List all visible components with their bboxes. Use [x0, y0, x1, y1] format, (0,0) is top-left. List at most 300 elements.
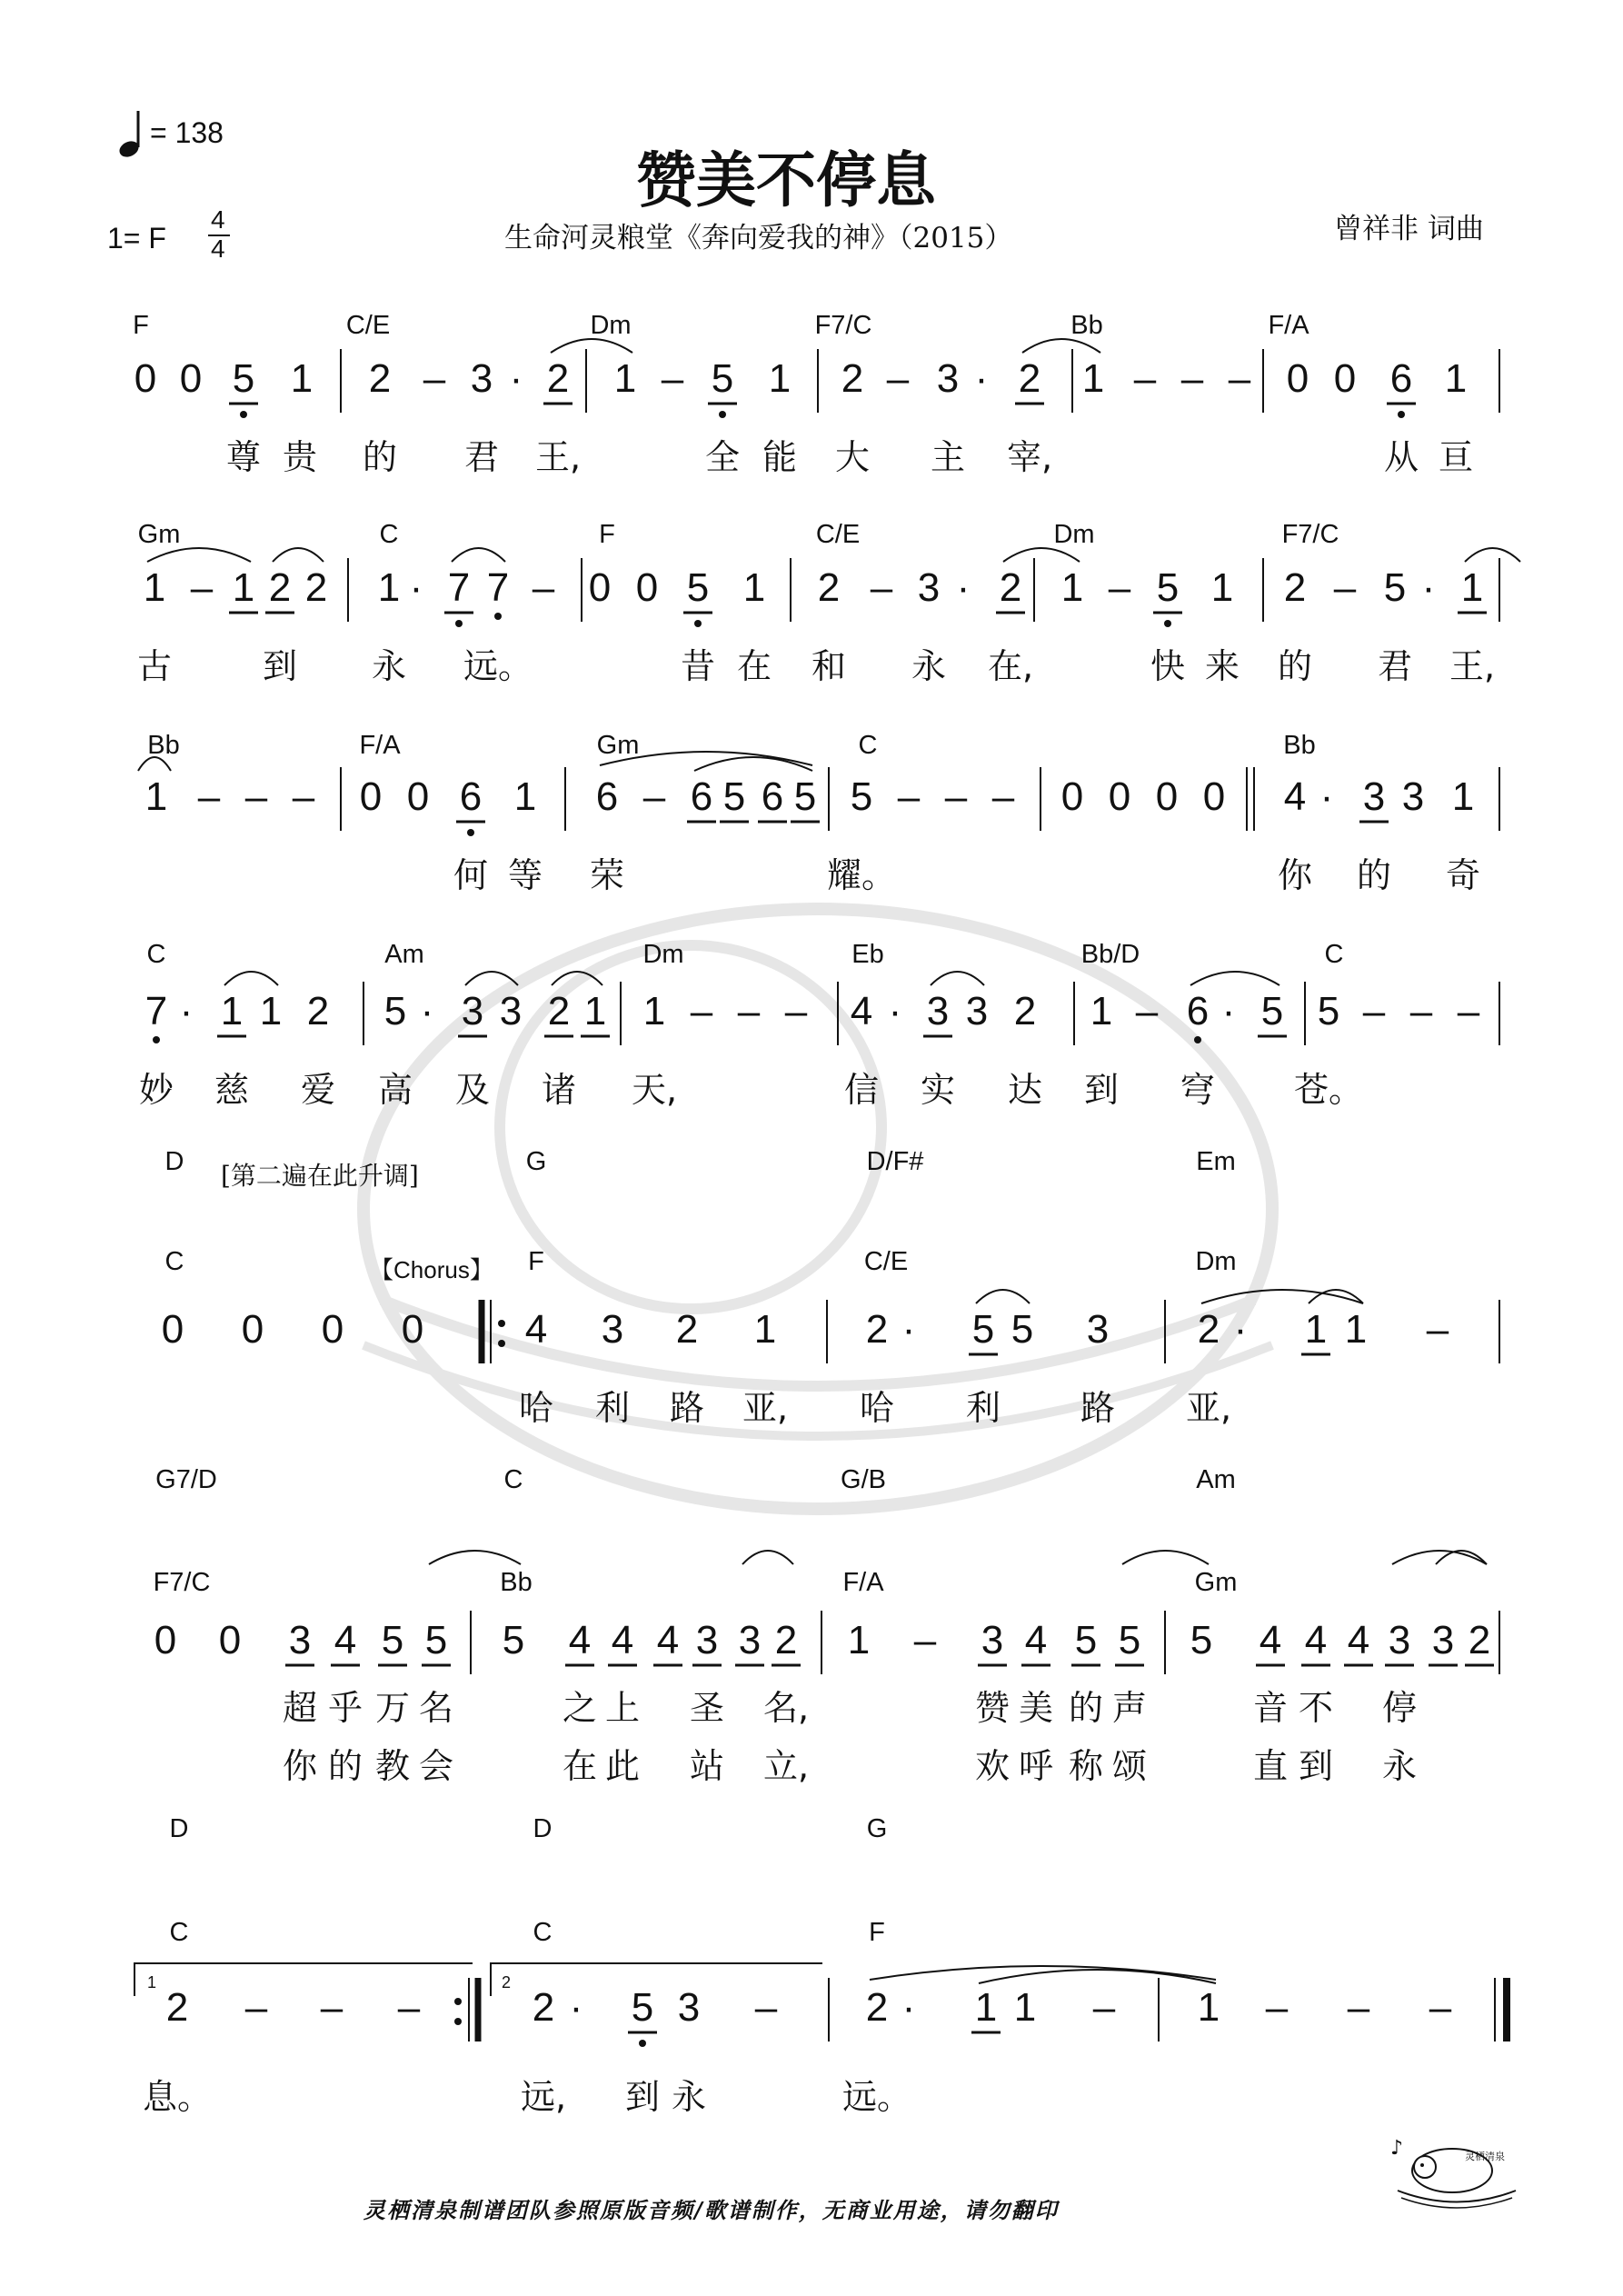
augmentation-dot: · [1319, 774, 1334, 819]
lyric-syllable: 高 [377, 1070, 413, 1110]
note-number: 3 [926, 989, 950, 1033]
chord-symbol: F [133, 311, 149, 340]
lyric-syllable: 到 [624, 2077, 661, 2117]
note-number: 2 [1013, 989, 1037, 1033]
note-number: 0 [588, 565, 612, 610]
chord-symbol: F [528, 1247, 544, 1276]
logo-text: 灵栖清泉 [1465, 2151, 1505, 2162]
chord-symbol: Dm [590, 311, 632, 340]
dash-sustain: – [737, 989, 761, 1033]
key-signature: 1= F [107, 222, 166, 255]
low-octave-dot [639, 2040, 646, 2047]
note-number: 5 [1011, 1307, 1034, 1352]
chord-symbol: Bb [147, 731, 180, 760]
note-number: 4 [1024, 1618, 1048, 1662]
lyric-syllable: 达 [1007, 1070, 1043, 1110]
note-number: 5 [1260, 989, 1284, 1033]
note-number: 1 [377, 565, 401, 610]
lyric-syllable: 穹 [1180, 1070, 1216, 1110]
lyric-syllable: 美 [1018, 1688, 1054, 1728]
note-number: 3 [1401, 774, 1425, 819]
chord-symbol: F7/C [153, 1568, 211, 1597]
dash-sustain: – [1228, 356, 1251, 401]
note-number: 1 [513, 774, 537, 819]
low-octave-dot [694, 620, 702, 627]
watermark-wave [382, 1300, 1254, 1386]
lyric-syllable: 亘 [1438, 437, 1474, 477]
note-number: 6 [690, 774, 713, 819]
lyric-syllable: 到 [262, 646, 298, 686]
lyric-syllable: 不 [1298, 1688, 1334, 1728]
note-number: 0 [241, 1307, 264, 1352]
chord-symbol: F/A [1268, 311, 1309, 340]
lyric-syllable: 超 [282, 1688, 318, 1728]
note-number: 6 [761, 774, 784, 819]
note-number: 3 [470, 356, 493, 401]
augmentation-dot: · [569, 1985, 583, 2030]
dash-sustain: – [1362, 989, 1386, 1033]
chord-symbol-upper: D/F# [866, 1147, 924, 1176]
chord-symbol: Eb [851, 940, 884, 969]
note-number: 5 [686, 565, 710, 610]
chord-symbol: F7/C [814, 311, 872, 340]
note-number: 2 [774, 1618, 798, 1662]
note-number: 3 [1431, 1618, 1455, 1662]
chord-symbol-upper: C [503, 1465, 523, 1494]
note-number: 5 [1156, 565, 1180, 610]
note-number: 4 [656, 1618, 680, 1662]
lyric-syllable-verse2: 教 [374, 1746, 411, 1786]
volta-2-label: 2 [502, 1973, 512, 1992]
chord-symbol: C [169, 1918, 189, 1947]
lyric-syllable: 实 [920, 1070, 956, 1110]
note-number: 2 [817, 565, 841, 610]
note-number: 1 [1451, 774, 1475, 819]
lyric-syllable: 永 [371, 646, 407, 686]
note-number: 3 [936, 356, 960, 401]
augmentation-dot: · [409, 565, 423, 610]
dash-sustain: – [886, 356, 910, 401]
note-number: 0 [161, 1307, 184, 1352]
tie-slur [452, 548, 505, 562]
lyric-syllable: 到 [1083, 1070, 1120, 1110]
note-number: 4 [1347, 1618, 1370, 1662]
lyric-syllable: 何 [453, 855, 489, 895]
page-title: 赞美不停息 [636, 145, 936, 215]
note-number: 0 [1333, 356, 1357, 401]
low-octave-dot [1164, 620, 1171, 627]
lyric-syllable: 利 [594, 1388, 631, 1428]
lyric-syllable: 乎 [327, 1688, 363, 1728]
note-number: 1 [143, 565, 166, 610]
note-number: 0 [401, 1307, 424, 1352]
lyric-syllable: 的 [362, 437, 398, 477]
note-number: 1 [144, 774, 168, 819]
augmentation-dot: · [1421, 565, 1436, 610]
lyric-syllable: 古 [136, 646, 173, 686]
note-number: 0 [1286, 356, 1309, 401]
chord-symbol: Gm [1194, 1568, 1238, 1597]
chord-symbol: F/A [842, 1568, 884, 1597]
lyric-syllable: 君 [1377, 646, 1413, 686]
time-signature-top: 4 [211, 205, 225, 234]
lyric-syllable: 你 [1277, 855, 1313, 895]
dash-sustain: – [197, 774, 221, 819]
low-octave-dot [1398, 411, 1405, 418]
chord-symbol: F [869, 1918, 885, 1947]
note-number: 5 [711, 356, 734, 401]
note-number: 3 [695, 1618, 719, 1662]
note-number: 4 [1259, 1618, 1282, 1662]
lyric-syllable-verse2: 站 [689, 1746, 725, 1786]
chord-symbol-upper: G [866, 1814, 888, 1843]
low-octave-dot [719, 411, 726, 418]
note-number: 2 [999, 565, 1022, 610]
note-number: 2 [1468, 1618, 1491, 1662]
tie-slur [273, 548, 324, 562]
chord-symbol: C [164, 1247, 184, 1276]
dash-sustain: – [913, 1618, 937, 1662]
note-number: 1 [583, 989, 607, 1033]
lyric-syllable: 圣 [689, 1688, 725, 1728]
composer-credit: 曾祥非 词曲 [1334, 213, 1484, 245]
lyric-syllable: 荣 [589, 855, 625, 895]
dash-sustain: – [292, 774, 315, 819]
note-number: 2 [306, 989, 330, 1033]
time-signature-bottom: 4 [211, 235, 225, 263]
note-number: 5 [502, 1618, 525, 1662]
dash-sustain: – [1429, 1985, 1452, 2030]
chord-symbol: C/E [815, 520, 861, 549]
page-subtitle: 生命河灵粮堂《奔向爱我的神》（2015） [504, 222, 1013, 255]
dash-sustain: – [1426, 1307, 1449, 1352]
dash-sustain: – [784, 989, 808, 1033]
chord-symbol-upper: G [525, 1147, 547, 1176]
dash-sustain: – [1108, 565, 1131, 610]
lyric-syllable: 哈 [518, 1388, 554, 1428]
note-number: 1 [1197, 1985, 1220, 2030]
low-octave-dot [494, 613, 502, 620]
lyric-syllable: 耀。 [826, 855, 897, 895]
chord-symbol-upper: G/B [841, 1465, 886, 1494]
lyric-syllable: 等 [507, 855, 543, 895]
note-number: 1 [1060, 565, 1084, 610]
lyric-syllable-verse2: 立, [762, 1746, 810, 1786]
dash-sustain: – [661, 356, 684, 401]
lyric-syllable: 上 [604, 1688, 641, 1728]
chord-symbol: Dm [1195, 1247, 1237, 1276]
chord-symbol: Gm [596, 731, 640, 760]
chord-symbol: Dm [1053, 520, 1095, 549]
lyric-syllable: 王, [534, 437, 582, 477]
chord-symbol: C/E [345, 311, 391, 340]
chord-symbol-upper: D [169, 1814, 189, 1843]
lyric-syllable: 王, [1449, 646, 1496, 686]
note-number: 5 [424, 1618, 448, 1662]
dash-sustain: – [1409, 989, 1433, 1033]
note-number: 5 [1383, 565, 1407, 610]
note-number: 5 [631, 1985, 654, 2030]
repeat-dot [454, 2018, 462, 2025]
note-number: 3 [499, 989, 523, 1033]
note-number: 1 [1013, 1985, 1037, 2030]
lyric-syllable: 在, [987, 646, 1034, 686]
volta-1-label: 1 [147, 1973, 157, 1992]
chord-symbol: F/A [359, 731, 401, 760]
lyric-syllable: 路 [1080, 1388, 1116, 1428]
note-number: 1 [1210, 565, 1234, 610]
augmentation-dot: · [179, 989, 194, 1033]
lyric-syllable-verse2: 称 [1068, 1746, 1104, 1786]
note-number: 1 [1304, 1307, 1328, 1352]
tie-slur [742, 1551, 793, 1564]
note-number: 4 [524, 1307, 548, 1352]
lyric-syllable: 君 [463, 437, 500, 477]
lyric-syllable: 远, [520, 2077, 567, 2117]
note-number: 6 [459, 774, 483, 819]
note-number: 5 [381, 1618, 404, 1662]
lyric-syllable: 天, [631, 1070, 678, 1110]
lyric-syllable-verse2: 永 [1381, 1746, 1418, 1786]
augmentation-dot: · [420, 989, 434, 1033]
note-number: 3 [738, 1618, 762, 1662]
note-number: 1 [742, 565, 766, 610]
lyric-syllable: 及 [454, 1070, 491, 1110]
dash-sustain: – [690, 989, 713, 1033]
note-number: 3 [965, 989, 989, 1033]
note-number: 0 [359, 774, 383, 819]
dash-sustain: – [244, 1985, 268, 2030]
note-number: 3 [677, 1985, 701, 2030]
note-number: 4 [334, 1618, 357, 1662]
lyric-syllable-verse2: 直 [1252, 1746, 1289, 1786]
tempo-value: = 138 [150, 116, 224, 149]
lyric-syllable-verse2: 颂 [1111, 1746, 1148, 1786]
chord-symbol: C [533, 1918, 553, 1947]
low-octave-dot [240, 411, 247, 418]
lyric-syllable: 的 [1277, 646, 1313, 686]
lyric-syllable: 苍。 [1293, 1070, 1364, 1110]
lyric-syllable: 永 [911, 646, 947, 686]
chord-symbol: Gm [137, 520, 181, 549]
dash-sustain: – [754, 1985, 778, 2030]
modulation-note: [第二遍在此升调] [221, 1161, 419, 1191]
tie-slur [1201, 1290, 1363, 1303]
note-number: 3 [981, 1618, 1004, 1662]
low-octave-dot [153, 1036, 160, 1043]
note-number: 5 [722, 774, 746, 819]
note-number: 2 [1283, 565, 1307, 610]
tie-slur [551, 339, 632, 353]
tie-slur [976, 1290, 1030, 1303]
lyric-syllable: 名, [762, 1688, 810, 1728]
note-number: 1 [1081, 356, 1105, 401]
tie-slur [147, 548, 251, 562]
lyric-syllable: 万 [374, 1688, 411, 1728]
note-number: 0 [154, 1618, 177, 1662]
note-number: 0 [134, 356, 157, 401]
chord-symbol-upper: D [164, 1147, 184, 1176]
tie-slur [694, 757, 812, 771]
lyric-syllable: 路 [669, 1388, 705, 1428]
note-number: 5 [232, 356, 255, 401]
lyric-syllable: 音 [1252, 1688, 1289, 1728]
repeat-dot [498, 1320, 505, 1327]
note-number: 3 [917, 565, 941, 610]
note-number: 2 [268, 565, 292, 610]
dash-sustain: – [244, 774, 268, 819]
note-number: 0 [635, 565, 659, 610]
tie-slur [1190, 972, 1279, 985]
lyric-syllable: 亚, [1185, 1388, 1232, 1428]
tie-slur [224, 972, 278, 985]
note-number: 2 [532, 1985, 555, 2030]
note-number: 1 [768, 356, 792, 401]
dash-sustain: – [190, 565, 214, 610]
chord-symbol: C [146, 940, 166, 969]
note-number: 5 [971, 1307, 995, 1352]
note-number: 1 [1090, 989, 1113, 1033]
lyric-syllable: 的 [1068, 1688, 1104, 1728]
note-number: 7 [447, 565, 471, 610]
note-number: 1 [232, 565, 255, 610]
note-number: 5 [793, 774, 817, 819]
note-number: 0 [406, 774, 430, 819]
dash-sustain: – [1265, 1985, 1289, 2030]
note-number: 5 [1190, 1618, 1213, 1662]
lyric-syllable-verse2: 的 [327, 1746, 363, 1786]
dash-sustain: – [1092, 1985, 1116, 2030]
lyric-syllable: 宰, [1006, 437, 1053, 477]
augmentation-dot: · [956, 565, 971, 610]
note-number: 2 [547, 989, 571, 1033]
augmentation-dot: · [888, 989, 902, 1033]
dash-sustain: – [1133, 356, 1157, 401]
lyric-syllable: 来 [1204, 646, 1240, 686]
tie-slur [1465, 548, 1520, 562]
note-number: 2 [304, 565, 328, 610]
footer-credit: 灵栖清泉制谱团队参照原版音频/歌谱制作，无商业用途，请勿翻印 [363, 2197, 1059, 2223]
dash-sustain: – [1347, 1985, 1370, 2030]
lyric-syllable: 远。 [841, 2077, 912, 2117]
lyric-syllable-verse2: 在 [562, 1746, 598, 1786]
low-octave-dot [455, 620, 463, 627]
lyric-syllable-verse2: 呼 [1018, 1746, 1054, 1786]
dash-sustain: – [944, 774, 968, 819]
note-number: 0 [1108, 774, 1131, 819]
chord-symbol: C [1324, 940, 1344, 969]
lyric-syllable: 的 [1356, 855, 1392, 895]
note-number: 0 [1155, 774, 1179, 819]
chord-symbol: Bb/D [1080, 940, 1140, 969]
note-number: 6 [595, 774, 619, 819]
lyric-syllable: 之 [562, 1688, 598, 1728]
note-number: 1 [220, 989, 244, 1033]
note-number: 6 [1186, 989, 1210, 1033]
note-number: 2 [1018, 356, 1041, 401]
lyric-syllable: 能 [762, 437, 798, 477]
lyric-syllable: 昔 [680, 646, 716, 686]
note-number: 4 [568, 1618, 592, 1662]
lyric-syllable: 哈 [859, 1388, 895, 1428]
repeat-dot [498, 1340, 505, 1347]
note-number: 4 [1304, 1618, 1328, 1662]
lyric-syllable-verse2: 会 [418, 1746, 454, 1786]
dash-sustain: – [1333, 565, 1357, 610]
dash-sustain: – [870, 565, 893, 610]
dash-sustain: – [532, 565, 555, 610]
chorus-marker: 【Chorus】 [370, 1256, 493, 1283]
lyric-syllable: 奇 [1445, 855, 1481, 895]
chord-symbol: C [379, 520, 399, 549]
note-number: 3 [1362, 774, 1386, 819]
note-number: 1 [1344, 1307, 1368, 1352]
lyric-syllable-verse2: 欢 [974, 1746, 1011, 1786]
chord-symbol-upper: Em [1196, 1147, 1236, 1176]
lyric-syllable: 息。 [142, 2077, 213, 2117]
lyric-syllable: 慈 [214, 1070, 250, 1110]
note-number: 2 [865, 1307, 889, 1352]
chord-symbol: Dm [642, 940, 684, 969]
quarter-note-icon [111, 107, 147, 165]
dash-sustain: – [423, 356, 446, 401]
dash-sustain: – [1180, 356, 1204, 401]
note-number: 3 [288, 1618, 312, 1662]
lyric-syllable: 和 [811, 646, 847, 686]
lyric-syllable-verse2: 你 [282, 1746, 318, 1786]
dash-sustain: – [1457, 989, 1480, 1033]
lyric-syllable: 尊 [225, 437, 262, 477]
lyric-syllable: 信 [843, 1070, 880, 1110]
note-number: 5 [1118, 1618, 1141, 1662]
note-number: 2 [368, 356, 392, 401]
note-number: 2 [865, 1985, 889, 2030]
lyric-syllable: 远。 [463, 646, 533, 686]
augmentation-dot: · [974, 356, 989, 401]
note-number: 2 [1197, 1307, 1220, 1352]
note-number: 2 [841, 356, 864, 401]
lyric-syllable: 全 [704, 437, 741, 477]
note-number: 3 [601, 1307, 624, 1352]
lyric-syllable: 诸 [541, 1070, 577, 1110]
lyric-syllable: 声 [1111, 1688, 1148, 1728]
lyric-syllable: 名 [418, 1688, 454, 1728]
note-number: 5 [383, 989, 407, 1033]
lyric-syllable: 永 [671, 2077, 707, 2117]
dash-sustain: – [397, 1985, 421, 2030]
lyric-syllable: 从 [1383, 437, 1419, 477]
note-number: 7 [486, 565, 510, 610]
lyric-syllable-verse2: 此 [604, 1746, 641, 1786]
chord-symbol-upper: G7/D [155, 1465, 217, 1494]
sheep-logo-icon [1389, 2127, 1525, 2212]
augmentation-dot: · [901, 1307, 916, 1352]
note-number: 1 [753, 1307, 777, 1352]
note-number: 5 [1317, 989, 1340, 1033]
note-number: 1 [1460, 565, 1484, 610]
lyric-syllable: 亚, [742, 1388, 789, 1428]
note-number: 3 [1388, 1618, 1411, 1662]
lyric-syllable: 大 [834, 437, 871, 477]
note-number: 1 [642, 989, 666, 1033]
dash-sustain: – [320, 1985, 344, 2030]
chord-symbol: F [599, 520, 615, 549]
note-number: 1 [847, 1618, 871, 1662]
lyric-syllable: 爱 [300, 1070, 336, 1110]
tie-slur [1122, 1551, 1209, 1564]
tie-slur [979, 1970, 1216, 1983]
note-number: 2 [546, 356, 570, 401]
